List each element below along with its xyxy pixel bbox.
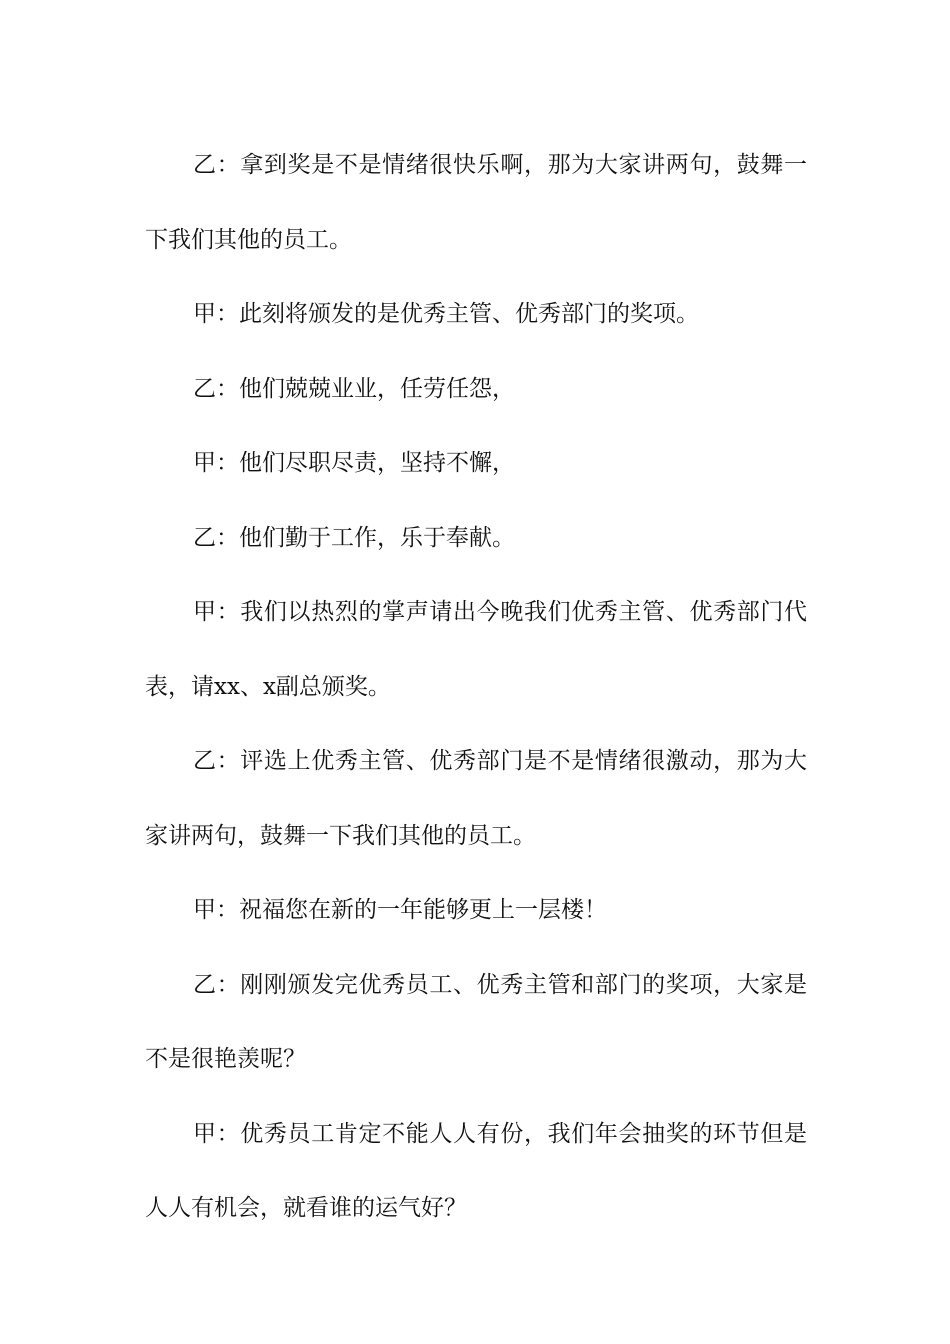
paragraph: 乙：他们兢兢业业，任劳任怨， xyxy=(193,375,515,402)
paragraph: 甲：祝福您在新的一年能够更上一层楼！ xyxy=(193,897,607,923)
paragraph: 乙：他们勤于工作，乐于奉献。 xyxy=(193,524,515,551)
paragraph: 甲：此刻将颁发的是优秀主管、优秀部门的奖项。 xyxy=(193,301,699,327)
paragraph: 乙：拿到奖是不是情绪很快乐啊，那为大家讲两句，鼓舞一下我们其他的员工。 xyxy=(145,152,807,253)
paragraph: 甲：优秀员工肯定不能人人有份，我们年会抽奖的环节但是人人有机会，就看谁的运气好？ xyxy=(145,1120,807,1221)
paragraph: 乙：刚刚颁发完优秀员工、优秀主管和部门的奖项，大家是不是很艳羡呢？ xyxy=(145,971,807,1072)
document-body xyxy=(145,128,807,1246)
paragraph: 乙：评选上优秀主管、优秀部门是不是情绪很激动，那为大家讲两句，鼓舞一下我们其他的员工。 xyxy=(145,748,807,849)
paragraph: 甲：他们尽职尽责，坚持不懈， xyxy=(193,450,515,476)
paragraph: 甲：我们以热烈的掌声请出今晚我们优秀主管、优秀部门代表，请xx、x副总颁奖。 xyxy=(145,599,807,700)
